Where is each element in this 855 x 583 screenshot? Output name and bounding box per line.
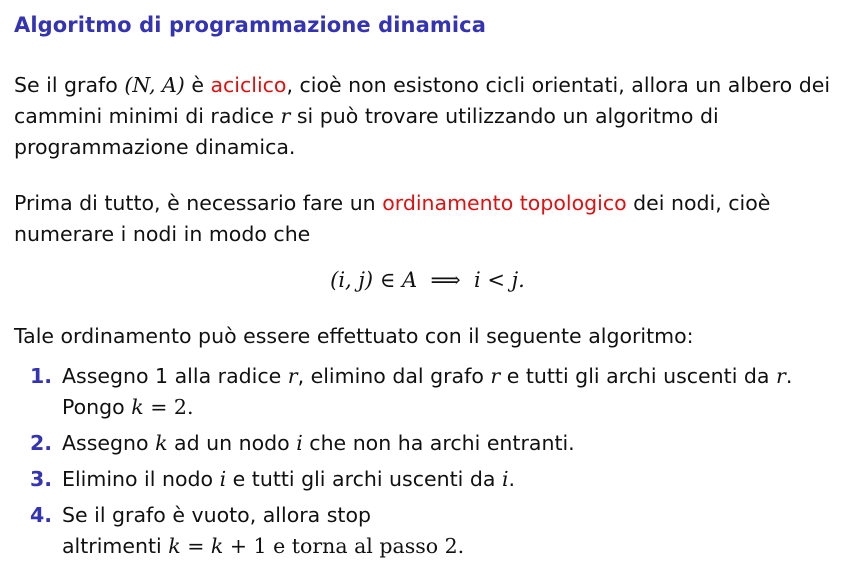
text: dei nodi, cioè: [626, 191, 771, 215]
math-eq: = 2.: [143, 395, 194, 419]
step-2: [30, 428, 845, 459]
text: e tutti gli archi uscenti da: [226, 467, 502, 491]
text: è: [184, 73, 211, 97]
text: .: [508, 467, 516, 491]
formula-rhs: i < j.: [474, 268, 525, 292]
math-k: k: [155, 431, 168, 455]
slide-title: Algoritmo di programmazione dinamica: [14, 13, 486, 37]
step-4: [30, 500, 845, 562]
paragraph-topological: [14, 188, 844, 250]
text: si può trovare utilizzando un algoritmo di: [290, 104, 719, 128]
step-3: [30, 464, 845, 495]
text: + 1 e torna al passo 2.: [223, 534, 465, 558]
text: programmazione dinamica.: [14, 135, 296, 159]
step-number: 3.: [30, 467, 53, 491]
paragraph-intro: [14, 70, 844, 163]
math-r: r: [490, 364, 501, 388]
formula-rel: ∈ A: [373, 268, 424, 292]
math-r: r: [776, 364, 786, 388]
step-number: 4.: [30, 503, 53, 527]
math-i: i: [296, 431, 303, 455]
text: Assegno: [62, 431, 156, 455]
paragraph-algorithm-intro: Tale ordinamento può essere effettuato con il seguente algoritmo:: [14, 324, 694, 348]
text: Se il grafo: [14, 73, 125, 97]
highlight-aciclico: aciclico: [210, 73, 287, 97]
math-r: r: [287, 364, 298, 388]
step-number: 1.: [30, 364, 53, 388]
step-1: [30, 361, 845, 423]
math-k: k: [210, 534, 224, 558]
text: , elimino dal grafo: [297, 364, 491, 388]
step-number: 2.: [30, 431, 53, 455]
text: e tutti gli archi uscenti da: [500, 364, 777, 388]
math-r: r: [280, 104, 291, 128]
math-eq: =: [180, 534, 211, 558]
text: Pongo: [62, 395, 132, 419]
formula-implies: ⟹: [430, 268, 461, 292]
text: altrimenti: [62, 534, 169, 558]
text: , cioè non esistono cicli orientati, allora un albero dei: [286, 73, 831, 97]
text: ad un nodo: [167, 431, 297, 455]
text: Elimino il nodo: [62, 467, 220, 491]
text: Prima di tutto, è necessario fare un: [14, 191, 383, 215]
math-na: (N, A): [124, 73, 185, 97]
steps-list: [30, 361, 845, 567]
text: Se il grafo è vuoto, allora stop: [62, 503, 372, 527]
text: numerare i nodi in modo che: [14, 222, 311, 246]
formula-lhs: (i, j): [330, 268, 374, 292]
text: .: [785, 364, 793, 388]
text: Assegno 1 alla radice: [62, 364, 288, 388]
text: che non ha archi entranti.: [302, 431, 575, 455]
formula: [0, 268, 855, 292]
math-k: k: [131, 395, 144, 419]
text: cammini minimi di radice: [14, 104, 281, 128]
highlight-ordinamento-topologico: ordinamento topologico: [382, 191, 627, 215]
math-i: i: [501, 467, 509, 491]
math-i: i: [219, 467, 227, 491]
math-k: k: [168, 534, 181, 558]
